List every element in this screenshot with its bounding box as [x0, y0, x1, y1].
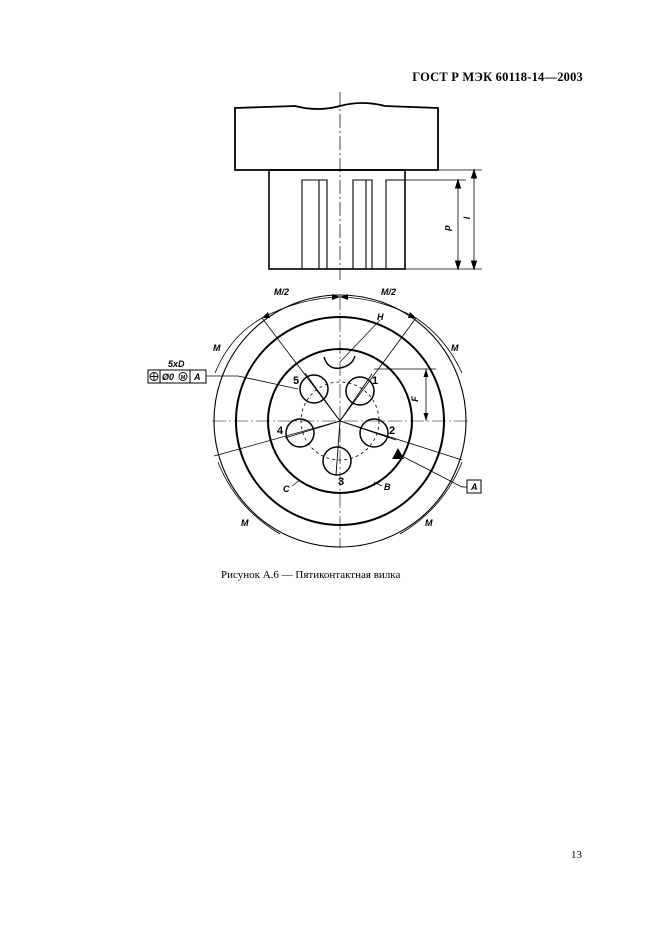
dim-f-label: F [410, 396, 420, 402]
dim-m-half-right: M/2 [381, 287, 397, 297]
dim-m-half-left: M/2 [274, 287, 290, 297]
pin-number-5: 5 [293, 375, 300, 387]
dim-m-bottom-right: M [425, 518, 433, 528]
front-view [206, 294, 468, 548]
datum-a-label: A [471, 482, 478, 492]
tolerance-value: Ø0 [162, 372, 175, 382]
tolerance-count: 5xD [168, 359, 185, 369]
page-number: 13 [571, 849, 582, 861]
dim-m-top-right: M [451, 343, 459, 353]
pin-number-1: 1 [372, 375, 379, 387]
tolerance-datum: A [194, 372, 201, 382]
dim-m-top-left: M [213, 343, 221, 353]
pin-number-3: 3 [338, 476, 345, 488]
pin-number-2: 2 [389, 425, 396, 437]
dim-m-bottom-left: M [241, 518, 249, 528]
dim-b-label: B [384, 482, 391, 492]
dim-p-label: p [442, 225, 452, 231]
figure-caption: Рисунок А.6 — Пятиконтактная вилка [221, 569, 401, 581]
pin-number-4: 4 [277, 425, 284, 437]
document-header: ГОСТ Р МЭК 60118-14—2003 [412, 70, 583, 84]
dim-h-label: H [377, 312, 384, 322]
dim-l-label: l [462, 216, 472, 220]
tolerance-modifier: M [180, 375, 186, 381]
side-view [235, 92, 482, 280]
dim-c-label: C [283, 484, 290, 494]
